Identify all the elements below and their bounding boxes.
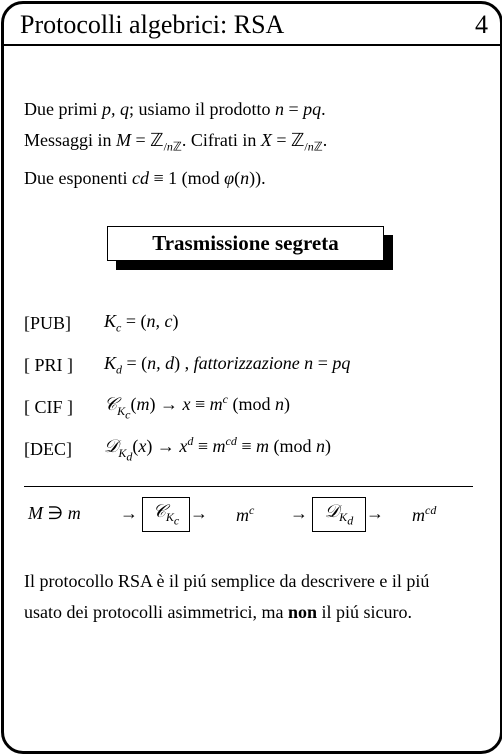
flow-end: $m^{cd}$ (412, 503, 437, 525)
slide-title: Protocolli algebrici: RSA (20, 10, 285, 39)
rule-formula: 𝒞$_{K_c}$(m) → $x \equiv m^c$ (mod n) (104, 392, 290, 421)
flow-start: M ∋ m (28, 503, 81, 523)
flow-arrow-1: → (120, 503, 138, 523)
rule-tag: [DEC] (24, 438, 72, 459)
section-title: Trasmissione segreta (107, 226, 384, 261)
flow-arrow-2: → (190, 503, 208, 523)
intro-text (24, 94, 327, 194)
rule-tag: [PUB] (24, 312, 72, 333)
intro-line-3: Due esponenti cd ≡ 1 (mod φ(n)). (24, 167, 266, 188)
slide-header (4, 4, 500, 46)
flow-middle: $m^c$ (236, 503, 255, 525)
rule-pri (24, 344, 350, 386)
rules-list (24, 302, 350, 470)
paragraph-text-end: il piú sicuro. (316, 602, 412, 622)
flow-arrow-4: → (366, 503, 384, 523)
encrypt-box: 𝒞$_{K_c}$ (142, 497, 190, 532)
rule-cif (24, 386, 350, 428)
intro-line-2: Messaggi in M = ℤ$_{/nℤ}$. Cifrati in X = ℤ$_{/nℤ}$. (24, 130, 328, 154)
paragraph-bold: non (287, 602, 317, 622)
section-title-box (107, 226, 384, 261)
closing-paragraph (24, 566, 464, 628)
flow-arrow-3: → (290, 503, 308, 523)
intro-line-1: Due primi p, q; usiamo il prodotto n = pq. (24, 99, 326, 119)
rsa-flow-diagram (24, 497, 484, 537)
divider (24, 486, 473, 487)
rule-formula: $K_c = (n$, c) (104, 310, 179, 335)
page-number: 4 (475, 10, 488, 39)
rule-formula: $K_d = (n$, d) , fattorizzazione n = pq (104, 352, 351, 377)
rule-tag: [ CIF ] (24, 396, 73, 417)
rule-formula: 𝒟$_{K_d}$(x) → $x^d \equiv m^{cd} \equiv m$ (mod n) (104, 434, 332, 463)
paragraph-text: Il protocollo RSA è il piú semplice da descrivere e il piú usato dei protocolli asimmetrici, ma (24, 571, 430, 622)
decrypt-box: 𝒟$_{K_d}$ (312, 497, 366, 532)
rule-tag: [ PRI ] (24, 354, 73, 375)
rule-dec (24, 428, 350, 470)
rule-pub (24, 302, 350, 344)
